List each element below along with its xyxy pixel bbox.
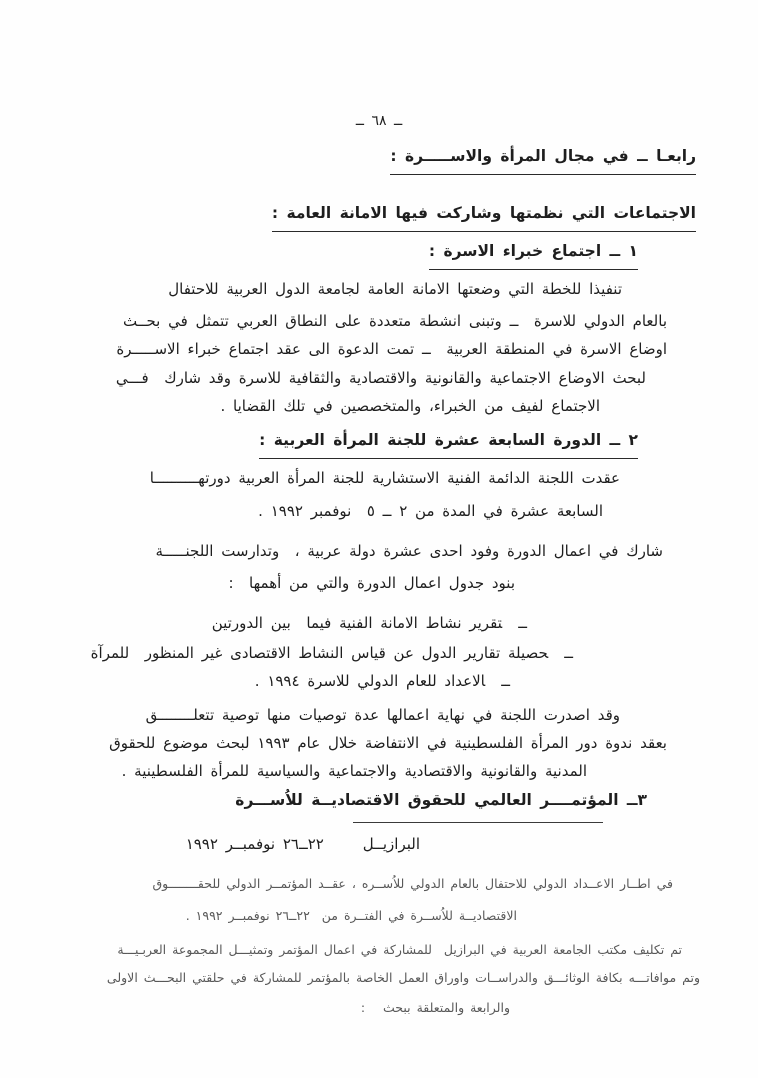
paragraph-line: الاقتصاديــة للاُســرة في الفتــرة من ٢٢ــ٢٦ نوفمبــر ١٩٩٢ . (185, 908, 517, 923)
bullet-item (91, 643, 573, 663)
footnote-separator-line (353, 822, 603, 823)
paragraph-line: لبحث الاوضاع الاجتماعية والقانونية والاقتصادية والثقافية للاسرة وقد شارك فـــي (115, 369, 646, 387)
bullet-item (255, 671, 510, 691)
paragraph-line: الاجتماع لفيف من الخبراء، والمتخصصين في تلك القضايا . (220, 397, 600, 415)
paragraph-line: في اطــار الاعــداد الدولي للاحتفال بالعام الدولي للاُســره ، عقــد المؤتمــر الدولي للحقــــــــوق (152, 876, 673, 891)
bullet-dash: ــ (518, 614, 527, 632)
bullet-text: الاعداد للعام الدولي للاسرة ١٩٩٤ . (254, 672, 486, 690)
paragraph-line: وقد اصدرت اللجنة في نهاية اعمالها عدة توصيات منها توصية تتعلــــــــق (145, 706, 620, 724)
page-number: ــ ٦٨ ــ (355, 113, 403, 129)
paragraph-line: تنفيذا للخطة التي وضعتها الامانة العامة لجامعة الدول العربية للاحتفال (168, 280, 622, 298)
main-heading: رابعـا ــ في مجال المرأة والاســـــرة : (390, 146, 696, 175)
bullet-dash: ــ (564, 644, 573, 662)
paragraph-line: بالعام الدولي للاسرة ــ وتبنى انشطة متعددة على النطاق العربي تتمثل في بحــث (122, 312, 667, 330)
paragraph-line: وتم موافاتـــه بكافة الوثائـــق والدراســات واوراق العمل الخاصة بالمؤتمر للمشاركة في حلقتي البحـــث الاولى (106, 970, 700, 985)
bullet-item (212, 613, 527, 633)
paragraph-line: عقدت اللجنة الدائمة الفنية الاستشارية للجنة المرأة العربية دورتهــــــــــا (149, 469, 620, 487)
meetings-heading: الاجتماعات التي نظمتها وشاركت فيها الامانة العامة : (272, 203, 696, 232)
section1-title: ١ ــ اجتماع خبراء الاسرة : (429, 241, 638, 270)
section3-title: ٣ــ المؤتمــــر العالمي للحقوق الاقتصاديــة للاُســـرة (235, 791, 647, 809)
bullet-text: حصيلة تقارير الدول عن قياس النشاط الاقتصادى غير المنظور للمرآة (90, 644, 549, 662)
paragraph-line: شارك في اعمال الدورة وفود احدى عشرة دولة عربية ، وتدارست اللجنـــــة (155, 542, 663, 560)
paragraph-line: تم تكليف مكتب الجامعة العربية في البرازيل للمشاركة في اعمال المؤتمر وتمثيـــل المجموعة العربـيـــة (117, 942, 682, 957)
paragraph-line: والرابعة والمتعلقة ببحث : (360, 1000, 510, 1015)
paragraph-line: اوضاع الاسرة في المنطقة العربية ــ تمت الدعوة الى عقد اجتماع خبراء الاســـــرة (116, 340, 667, 358)
paragraph-line: المدنية والقانونية والاقتصادية والاجتماعية والسياسية للمرأة الفلسطينية . (121, 762, 587, 780)
bullet-dash: ــ (501, 672, 510, 690)
paragraph-line: بعقد ندوة دور المرأة الفلسطينية في الانتفاضة خلال عام ١٩٩٣ لبحث موضوع للحقوق (109, 734, 667, 752)
paragraph-line: بنود جدول اعمال الدورة والتي من أهمها : (228, 574, 515, 592)
paragraph-line: السابعة عشرة في المدة من ٢ ــ ٥ نوفمبر ١٩٩٢ . (258, 502, 603, 520)
section3-date-line: البرازيــل ٢٢ــ٢٦ نوفمبــر ١٩٩٢ (185, 835, 420, 853)
bullet-text: تقرير نشاط الامانة الفنية فيما بين الدورتين (211, 614, 503, 632)
section2-title: ٢ ــ الدورة السابعة عشرة للجنة المرأة العربية : (259, 430, 638, 459)
